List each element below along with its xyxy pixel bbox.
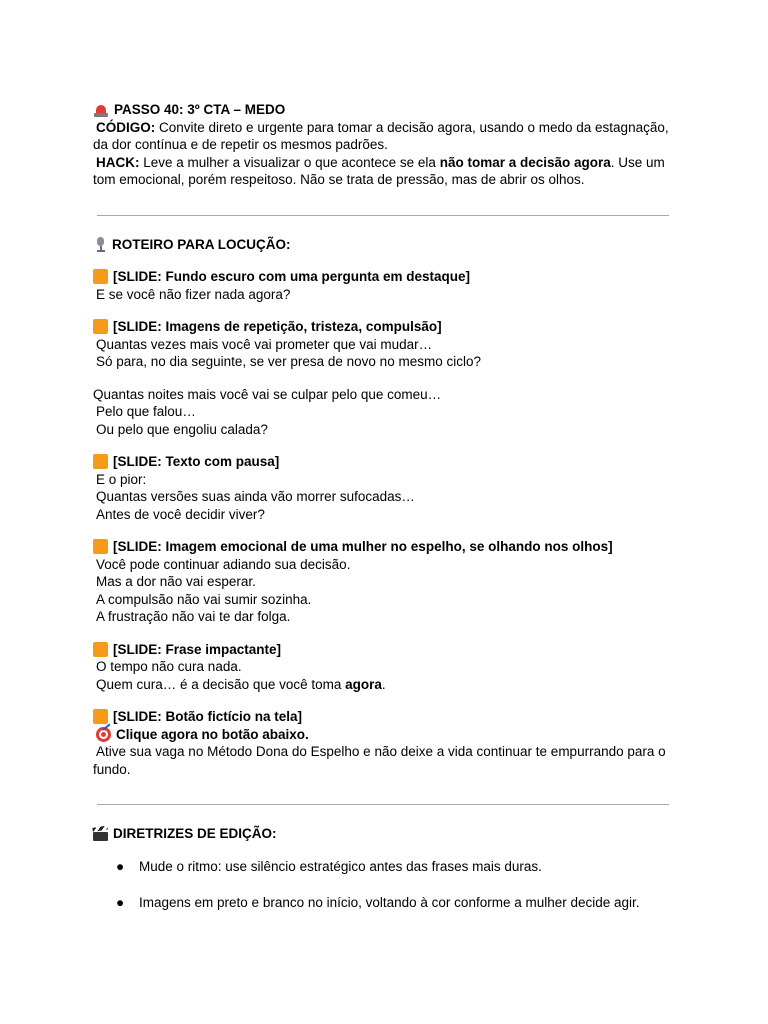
step-section [93, 101, 678, 189]
editing-list [93, 858, 678, 912]
police-light-icon [93, 102, 109, 117]
script-line: A compulsão não vai sumir sozinha. [96, 591, 312, 607]
slide-block-6 [93, 708, 678, 778]
orange-square-icon [93, 319, 108, 334]
script-line: A frustração não vai te dar folga. [96, 609, 291, 624]
slide-block-4 [93, 538, 678, 626]
target-icon [96, 727, 111, 742]
script-line: E o pior: [96, 471, 147, 487]
hack-paragraph [93, 154, 678, 189]
bullet: ● [116, 895, 125, 910]
codigo-label: CÓDIGO: [96, 119, 156, 135]
orange-square-icon [93, 642, 108, 657]
script-line: Quantas noites mais você vai se culpar pelo que comeu… [93, 386, 442, 402]
script-line: Antes de você decidir viver? [96, 506, 265, 522]
slide-label: [SLIDE: Imagens de repetição, tristeza, compulsão] [93, 318, 678, 336]
orange-square-icon [93, 454, 108, 469]
slide-label: [SLIDE: Fundo escuro com uma pergunta em destaque] [93, 268, 678, 286]
script-title: ROTEIRO PARA LOCUÇÃO: [93, 236, 678, 254]
list-item: ● Mude o ritmo: use silêncio estratégico antes das frases mais duras. [116, 858, 542, 874]
list-item: ● Imagens em preto e branco no início, voltando à cor conforme a mulher decide agir. [116, 895, 640, 910]
script-section [93, 236, 678, 779]
slide-label: [SLIDE: Frase impactante] [93, 641, 678, 659]
slide-block-5 [93, 641, 678, 694]
editing-title: DIRETRIZES DE EDIÇÃO: [93, 825, 678, 843]
hack-text-end: . Use um tom emocional, porém respeitoso. Não se trata de pressão, mas de abrir os olhos. [93, 154, 665, 187]
clapper-board-icon [93, 827, 108, 841]
hack-label: HACK: [96, 154, 140, 170]
editing-section [93, 825, 678, 912]
hack-emphasis: não tomar a decisão agora [439, 154, 611, 170]
script-line: Quem cura… é a decisão que você toma agora. [96, 676, 386, 692]
orange-square-icon [93, 539, 108, 554]
script-line: Quantas vezes mais você vai prometer que vai mudar… [96, 336, 433, 352]
slide-block-1 [93, 268, 678, 303]
codigo-paragraph [93, 119, 678, 154]
script-line: Mas a dor não vai esperar. [96, 574, 256, 589]
hack-text: Leve a mulher a visualizar o que acontece se ela [143, 154, 436, 170]
script-line: Você pode continuar adiando sua decisão. [96, 556, 351, 572]
script-line: E se você não fizer nada agora? [96, 286, 291, 302]
bullet: ● [116, 858, 125, 874]
slide-label: [SLIDE: Texto com pausa] [93, 453, 678, 471]
slide-block-3 [93, 453, 678, 523]
script-line: Ative sua vaga no Método Dona do Espelho e não deixe a vida continuar te empurrando para o fundo. [93, 744, 666, 777]
codigo-text: Convite direto e urgente para tomar a decisão agora, usando o medo da estagnação, da dor contínua e de repetir os mesmos padrões. [93, 119, 669, 152]
script-line: Ou pelo que engoliu calada? [96, 421, 268, 437]
document-content [93, 101, 678, 912]
slide-label: [SLIDE: Botão fictício na tela] [93, 708, 678, 726]
script-line: O tempo não cura nada. [96, 659, 242, 674]
orange-square-icon [93, 269, 108, 284]
divider [97, 215, 669, 216]
script-line: Quantas versões suas ainda vão morrer sufocadas… [96, 489, 415, 504]
slide-block-2 [93, 318, 678, 438]
microphone-icon [93, 237, 107, 252]
step-title: PASSO 40: 3º CTA – MEDO [93, 101, 678, 119]
slide-label: [SLIDE: Imagem emocional de uma mulher no espelho, se olhando nos olhos] [93, 538, 678, 556]
script-line: Pelo que falou… [96, 404, 196, 419]
cta-line: Clique agora no botão abaixo. [93, 726, 678, 744]
script-line: Só para, no dia seguinte, se ver presa de novo no mesmo ciclo? [96, 354, 481, 369]
orange-square-icon [93, 709, 108, 724]
divider [97, 804, 669, 805]
